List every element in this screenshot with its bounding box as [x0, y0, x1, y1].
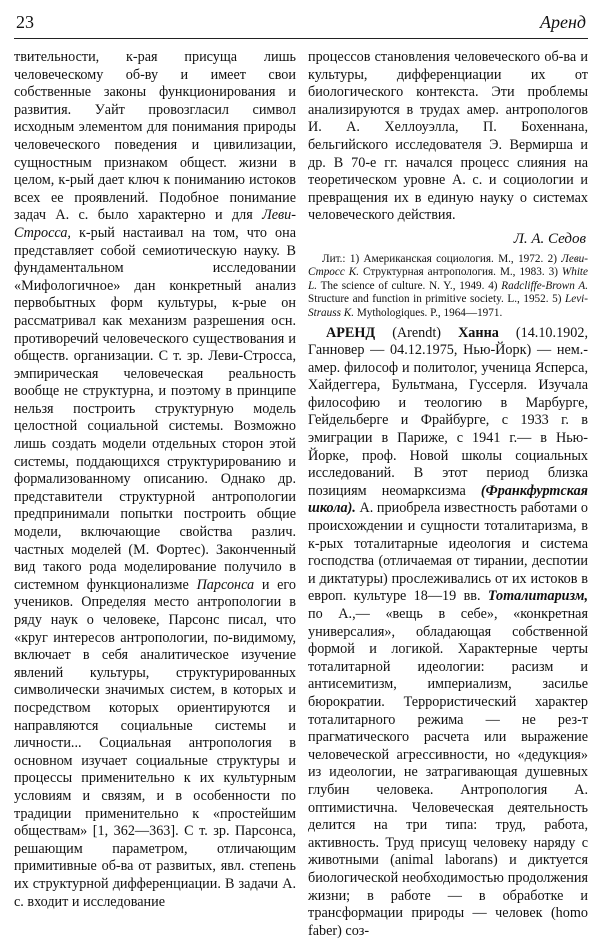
page-number: 23 [16, 12, 34, 33]
entry-title: АРЕНД [326, 325, 375, 341]
entry-arendt [308, 325, 588, 940]
name-parsons: Парсонса [197, 577, 255, 593]
literature-list [308, 253, 588, 321]
left-column-text [14, 49, 296, 911]
running-head: Аренд [540, 12, 586, 33]
name-levi-strauss: Леви-Стросса, [14, 207, 296, 241]
author-signature: Л. А. Седов [308, 231, 586, 249]
lit-author: Radcliffe-Brown A. [501, 280, 588, 292]
text-run: (14.10.1902, Ганновер — 04.12.1975, Нью-Йорк) — нем.-амер. философ и политолог, ученица Ясперса, Хайдеггера, Бультмана, Гуссерля. Изучала философию и теологию в Марбурге, Гейдельберге и Фрайбурге, с 1933 г. в эмиграции в Париже, с 1941 г.— в Нью-Йорке, проф. Новой школы социальных исследований. В этот период близка позициям неомарксизма [308, 325, 588, 499]
page-header [14, 8, 588, 39]
text-run: Лит.: 1) Американская социология. М., 1972. 2) [322, 253, 561, 265]
text-run: Mythologiques. P., 1964—1971. [354, 307, 502, 319]
right-column-paragraph: процессов становления человеческого об-ва и культуры, дифференциации их от биологического контекста. Эти проблемы анализируются в трудах амер. антропологов И. А. Хеллоуэлла, П. Бохеннана, бельгийского исследователя Э. Вермирша и др. В 70-е гг. начался процесс слияния на теоретическом уровне А. с. и социологии и превращения их в единую науку о системах человеческого действия. [308, 49, 588, 225]
cross-ref-frankfurt: (Франкфуртская школа). [308, 483, 588, 517]
text-run: твительности, к-рая присуща лишь человеческому об-ву и имеет свои собственные законы функционирования и развития. Уайт провозгласил символ исходным элементом для понимания природы человеческого поведения и цивилизации, сущностным признаком общест. жизни в целом, к-рый дает ключ к пониманию истоков всех ее проявлений. Подобное понимание задач А. с. было характерно и для [14, 49, 296, 223]
text-run: и его учеников. Определяя место антропологии в ряду наук о человеке, Парсонс писал, что «круг интересов антропологии, по-видимому, включает в себя аналитическое изучение явлений культуры, структурированных символически значимых систем, в которых и посредством которых ориентируются и направляются социальные системы и личности... Социальная антропология в основном изучает социальные структуры и процессы применительно к их культурным условиям и связям, и в особенности по традиции применительно к «простейшим обществам» [1, 362—363]. С т. зр. Парсонса, решающим параметром, отличающим примитивные об-ва от развитых, явл. степень их структурной дифференциации. В задачи А. с. входит и исследование [14, 577, 296, 910]
lit-author: White L. [308, 266, 588, 292]
text-run: Structure and function in primitive society. L., 1952. 5) [308, 293, 565, 305]
right-column [308, 49, 588, 940]
entry-name: Ханна [458, 325, 499, 341]
text-run: Структурная антропология. М., 1983. 3) [359, 266, 562, 278]
text-run: по А.,— «вещь в себе», «конкретная универсалия», обладающая собственной формой и логикой. Характерные черты тоталитарной идеологии: расизм и антисемитизм, империализм, засилье бюрократии. Террористический характер тоталитарного режима — не рез-т прагматического расчета или выражение человеческой агрессивности, но «дедукция» из идеологии, не затрагивающая душевных глубин человека. Антропология А. оптимистична. Человеческая деятельность делится на три типа: труд, работа, активность. Труд присущ человеку наряду с животными (animal laborans) и диктуется биологической необходимостью продолжения жизни; в работе — в обработке и трансформации природы — человек (homo faber) соз- [308, 606, 588, 939]
left-column [14, 49, 296, 911]
lit-author: Леви-Стросс К. [308, 253, 588, 279]
lit-author: Levi-Strauss K. [308, 293, 588, 319]
cross-ref-totalitarizm: Тоталитаризм, [488, 588, 588, 604]
text-run: The science of culture. N. Y., 1949. 4) [317, 280, 501, 292]
text-run: (Arendt) [375, 325, 458, 341]
text-run: к-рый настаивал на том, что она представляет собой семиотическую науку. В фундаментальном исследовании «Мифологичное» дан конкретный анализ первобытных форм культуры, к-рые он рассматривал как механизм разрешения осн. противоречий человеческого существования и обществ. организации. С т. зр. Леви-Стросса, эмпирическая человеческая реальность вообще не структурна, и поэтому в принципе нельзя построить структурную модель целостной социальной системы. Возможно лишь создать модели отдельных сторон этой системы, поддающихся структурированию и формализованному описанию. Однако др. представители структурной антропологии предпринимали попытки построить общие модели, включающие свойства различ. частных моделей (М. Фортес). Законченный вид такого рода моделирование получило в системном функционализме [14, 225, 296, 593]
text-run: А. приобрела известность работами о происхождении и сущности тоталитаризма, в к-рых тоталитарные идеология и система господства (отличаемая от тирании, деспотии и диктатуры) прослеживались от их истоков в европ. культуре 18—19 вв. [308, 500, 588, 604]
